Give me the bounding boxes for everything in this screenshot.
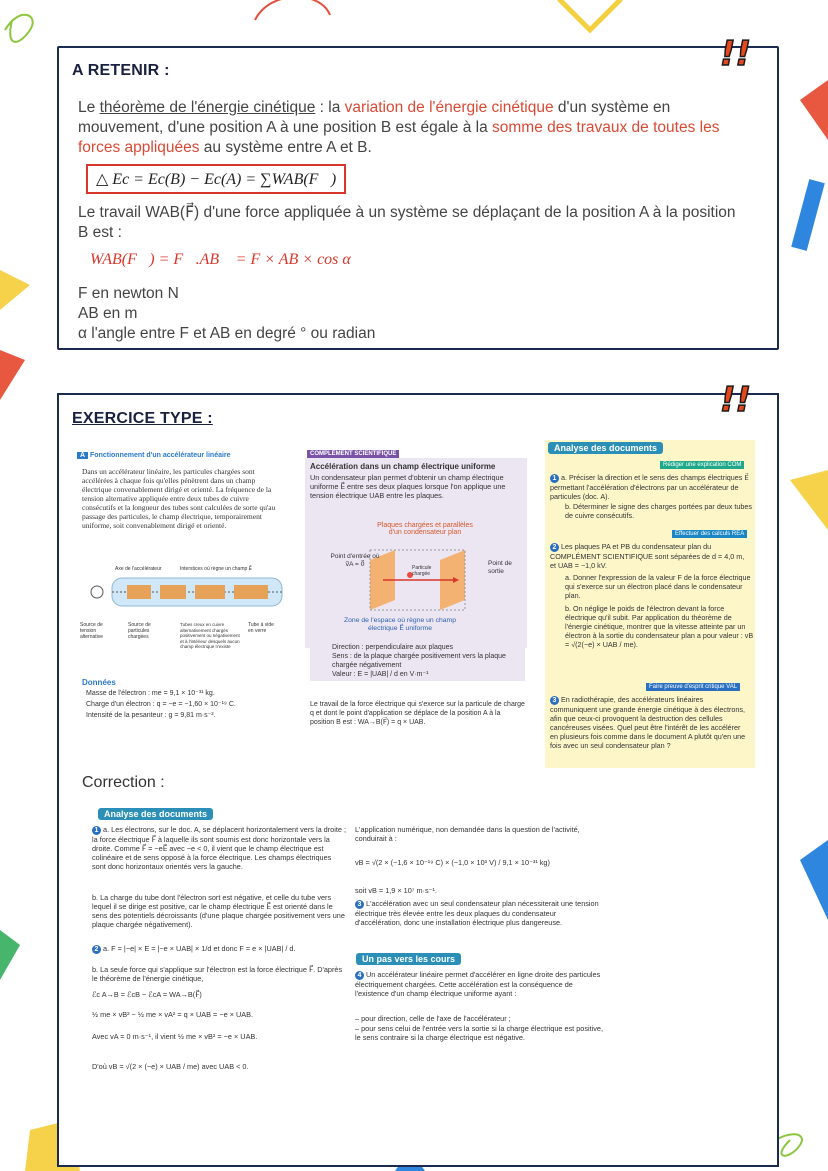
blue-bar-right	[791, 179, 825, 251]
correction-title: Correction :	[82, 774, 165, 791]
zone-label: Zone de l'espace où règne un champ électrique E⃗ uniforme	[343, 617, 456, 632]
c2b-eq1: ℰc A→B = ℰcB − ℰcA = WA→B(F⃗)	[92, 990, 202, 999]
green-shape-left	[0, 930, 20, 980]
field-properties	[310, 641, 525, 681]
q1b: b. Déterminer le signe des charges portées par deux tubes de cuivre consécutifs.	[565, 502, 752, 520]
diagram-label-tube-vide: Tube à vide en verre	[248, 622, 274, 634]
complement-travail: Le travail de la force électrique qui s'exerce sur la particule de charge q et dont le point d'application se déplace de la position A à la position B est : WA→B(F⃗) = q × UAB.	[310, 701, 525, 726]
c2b-eq4: D'où vB = √(2 × (−e) × UAB / me) avec UAB < 0.	[92, 1062, 249, 1071]
donnee-pesanteur: Intensité de la pesanteur : g = 9,81 m·s⁻².	[86, 712, 216, 719]
doc-a-text: Dans un accélérateur linéaire, les particules chargées sont accélérées à chaque fois qu'elles pénètrent dans un champ électrique convenablement dirigé et orienté. La fréquence de la tension alternative appliquée entre deux tubes de cuivre consécutifs et la longueur des tubes sont calculées de sorte qu'au passage des particules, le champ électrique, temporairement uniforme, soit convenablement dirigé et orienté.	[82, 467, 276, 530]
capacitor-diagram	[365, 545, 480, 615]
c1a: 1 a. Les électrons, sur le doc. A, se déplacent horizontalement vers la droite ; la force électrique F⃗ à laquelle ils sont soumis est donc horizontale vers la droite. Comme F⃗ = −eE⃗ avec −e < 0, il vient que le champ électrique est colinéaire et de sens opposé à la force électrique. Les champs électriques sont donc horizontaux orientés vers la gauche.	[92, 825, 346, 871]
retenir-title: A RETENIR :	[72, 62, 170, 79]
c2b-eq2: ½ me × vB² − ½ me × vA² = q × UAB = −e × UAB.	[92, 1010, 254, 1019]
diagram-label-tubes: Tubes creux en cuivre alternativement chargés positivement ou négativement et à l'intérieur desquels aucun champ électrique n'existe	[180, 622, 240, 649]
theorem-paragraph: Le théorème de l'énergie cinétique : la variation de l'énergie cinétique d'un système en mouvement, d'une position A à une position B est égale à la somme des travaux de toutes les forces appliquées au système entre A et B.	[78, 99, 720, 156]
theorem-formula: △ Ec = Ec(B) − Ec(A) = ∑WAB(F⃗)	[86, 164, 346, 194]
donnee-charge: Charge d'un électron : q = −e = −1,60 × 10⁻¹⁹ C.	[86, 701, 236, 708]
correction-label: Analyse des documents	[98, 808, 213, 820]
q1a: 1 a. Préciser la direction et le sens des champs électriques E⃗ permettant l'accélération d'électrons par un accélérateur de particules (doc. A).	[550, 473, 749, 501]
work-intro: Le travail WAB(F⃗) d'une force appliquée à un système se déplaçant de la position A à la position B est :	[78, 204, 736, 241]
retenir-card	[57, 46, 779, 350]
field-direction: Direction : perpendiculaire aux plaques	[332, 644, 454, 651]
correction-label-2: Un pas vers les cours	[356, 953, 461, 965]
complement-text: Un condensateur plan permet d'obtenir un champ électrique uniforme E⃗ entre ses deux plaques lorsque l'on applique une tension électrique UAB entre les plaques.	[310, 473, 506, 500]
red-phrase-somme: somme des travaux de toutes les forces appliquées	[78, 119, 720, 156]
donnees-title: Données	[82, 678, 116, 687]
unit-F: F en newton N	[78, 285, 179, 302]
diagram-label-source-tension: Source de tension alternative	[80, 622, 104, 640]
diagram-label-interstices: Interstices où règne un champ E⃗	[180, 566, 252, 572]
q2: 2 Les plaques PA et PB du condensateur plan du COMPLÉMENT SCIENTIFIQUE sont séparées de d = 4,0 m, et UAB = −1,0 kV.	[550, 542, 745, 570]
capacitor-diagram-title: Plaques chargées et parallèles d'un condensateur plan	[377, 522, 473, 536]
exercice-title: EXERCICE TYPE :	[72, 410, 213, 427]
tag-com: Rédiger une explication COM	[660, 461, 744, 469]
point-entree: Point d'entrée où v⃗A = 0⃗	[330, 553, 380, 568]
complement-label: COMPLÉMENT SCIENTIFIQUE	[307, 450, 399, 458]
donnee-masse: Masse de l'électron : me = 9,1 × 10⁻³¹ kg.	[86, 690, 215, 697]
yellow-shape-right	[790, 470, 828, 530]
c2b: b. La seule force qui s'applique sur l'électron est la force électrique F⃗. D'après le théorème de l'énergie cinétique,	[92, 965, 343, 983]
q3: 3 En radiothérapie, des accélérateurs linéaires communiquent une grande énergie cinétique à des électrons, afin que ceux-ci provoquent la destruction des cellules cancéreuses visées. Quel peut être l'intérêt de les accélérer en plusieurs fois comme dans le document A plutôt qu'en une fois avec un seul condensateur plan ?	[550, 695, 746, 750]
q2b: b. On néglige le poids de l'électron devant la force électrique qu'il subit. Par application du théorème de l'énergie cinétique, montrer que la vitesse atteinte par un électron à la sortie du condensateur plan a pour valeur : vB = √(2(−e) × UAB / me).	[565, 604, 754, 649]
c4-direction: – pour direction, celle de l'axe de l'accélérateur ;	[355, 1014, 511, 1023]
red-arc-decoration	[255, 0, 330, 20]
green-swirl-decoration	[5, 15, 33, 42]
unit-alpha: α l'angle entre F et AB en degré ° ou radian	[78, 325, 376, 342]
c4: 4 Un accélérateur linéaire permet d'accélérer en ligne droite des particules électriquement chargées. Cette accélération est la conséquence de l'existence d'un champ électrique uniforme ayant :	[355, 970, 601, 998]
red-shape-right	[800, 80, 828, 140]
field-sens: Sens : de la plaque chargée positivement vers la plaque chargée négativement	[332, 653, 506, 669]
c2b-eq3: Avec vA = 0 m·s⁻¹, il vient ½ me × vB² = −e × UAB.	[92, 1032, 258, 1041]
c4-sens: – pour sens celui de l'entrée vers la sortie si la charge électrique est positive, le sens contraire si la charge électrique est négative.	[355, 1024, 603, 1042]
num-app: L'application numérique, non demandée dans la question de l'activité, conduirait à :	[355, 825, 580, 843]
field-valeur: Valeur : E = |UAB| / d en V·m⁻¹	[332, 671, 429, 678]
diagram-label-source-particules: Source de particules chargées	[128, 622, 151, 640]
complement-title: Accélération dans un champ électrique uniforme	[310, 462, 496, 471]
work-formula: WAB(F⃗) = F⃗.AB⃗ = F × AB × cos α	[90, 251, 351, 268]
exclamation-icon-1: !!	[720, 34, 752, 74]
blue-shape-right	[800, 840, 828, 920]
num-formula: vB = √(2 × (−1,6 × 10⁻¹⁹ C) × (−1,0 × 10³ V) / 9,1 × 10⁻³¹ kg)	[355, 858, 550, 867]
tag-val: Faire preuve d'esprit critique VAL	[646, 683, 740, 691]
exclamation-icon-2: !!	[720, 380, 752, 420]
yellow-check-decoration	[560, 0, 620, 30]
c3: 3 L'accélération avec un seul condensateur plan nécessiterait une tension électrique très élevée entre les deux plaques du condensateur d'accélération, donc une installation électrique plus dangereuse.	[355, 899, 599, 927]
theorem-link: théorème de l'énergie cinétique	[99, 99, 316, 116]
tag-rea: Effectuer des calculs REA	[672, 530, 747, 538]
diagram-label-axis: Axe de l'accélérateur	[115, 566, 162, 572]
doc-a-header: A Fonctionnement d'un accélérateur linéaire	[77, 452, 277, 459]
particule-label: Particule chargée	[412, 565, 432, 577]
q2a: a. Donner l'expression de la valeur F de la force électrique qui s'exerce sur un électron placé dans le condensateur plan.	[565, 573, 751, 600]
c2a: 2 a. F = |−e| × E = |−e × UAB| × 1/d et donc F = e × |UAB| / d.	[92, 944, 347, 954]
unit-AB: AB en m	[78, 305, 138, 322]
point-sortie: Point de sortie	[488, 560, 512, 575]
yellow-triangle-left	[0, 270, 30, 310]
c1b: b. La charge du tube dont l'électron sort est négative, et celle du tube vers lequel il se dirige est positive, car le champ électrique E⃗ est orienté dans le sens des potentiels décroissants (d'une plaque chargée positivement vers une plaque chargée négativement).	[92, 893, 345, 929]
red-shape-left	[0, 350, 25, 400]
analyse-title: Analyse des documents	[548, 442, 663, 454]
red-phrase-variation: variation de l'énergie cinétique	[344, 99, 554, 116]
num-result: soit vB = 1,9 × 10⁷ m·s⁻¹.	[355, 886, 437, 895]
